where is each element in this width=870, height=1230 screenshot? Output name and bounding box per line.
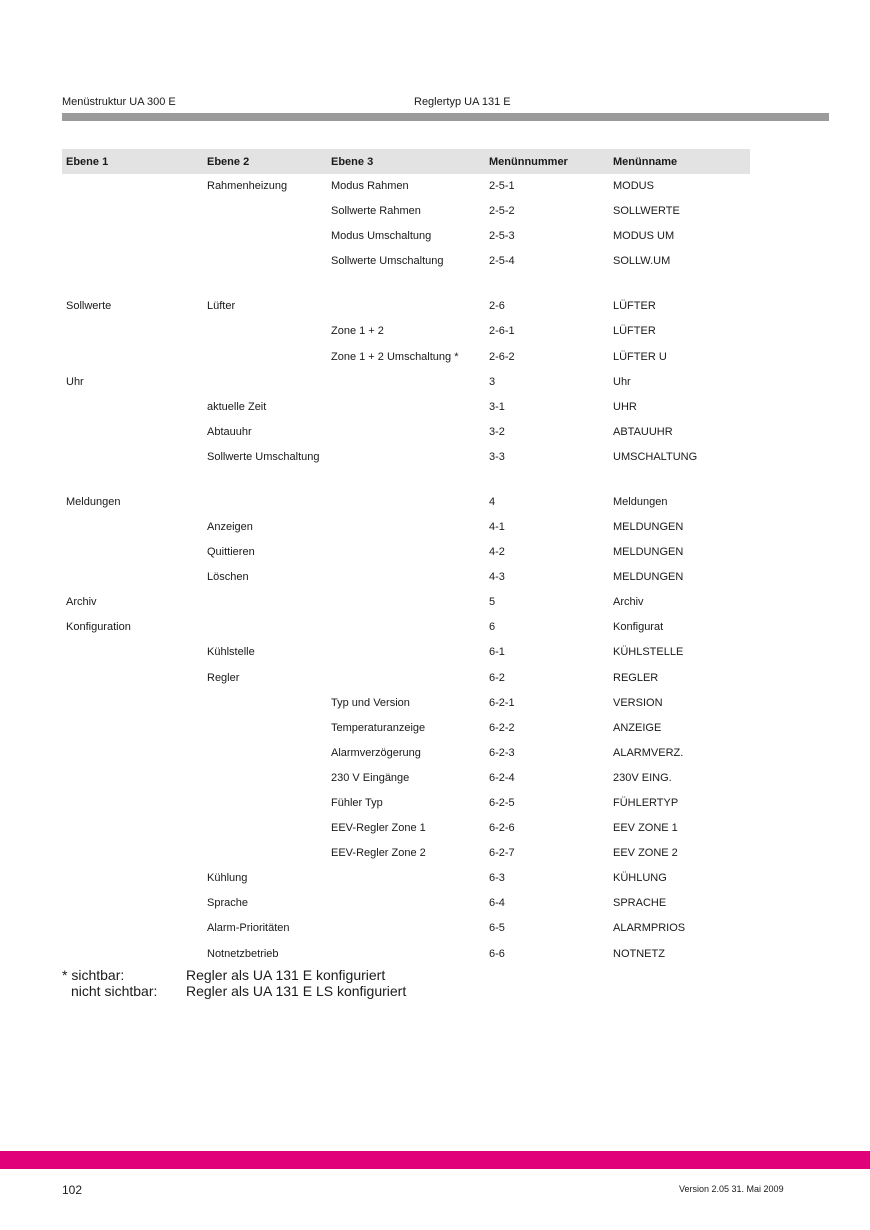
cell-menu-number: 6-2-4 xyxy=(489,771,515,784)
cell-menu-number: 4 xyxy=(489,495,496,508)
cell-menu-number: 6-2-3 xyxy=(489,746,515,759)
table-row xyxy=(62,344,750,369)
cell-menu-number: 2-6 xyxy=(489,300,505,313)
cell-menu-number: 3-2 xyxy=(489,425,505,438)
table-row xyxy=(62,249,750,294)
column-header-ebene-3: Ebene 3 xyxy=(327,149,485,174)
cell-menu-name: MELDUNGEN xyxy=(613,571,684,584)
cell-menu-number: 6-5 xyxy=(489,922,505,935)
cell-ebene-1 xyxy=(62,866,203,891)
cell-menu-name: ALARMVERZ. xyxy=(613,746,684,759)
table-row xyxy=(62,370,750,395)
cell-ebene-3: Alarmverzögerung xyxy=(331,746,421,759)
cell-menu-name: LÜFTER xyxy=(613,325,656,338)
cell-menu-name: MODUS UM xyxy=(613,230,675,243)
cell-menu-number: 5 xyxy=(489,596,496,609)
cell-ebene-2 xyxy=(203,841,327,866)
cell-menu-number: 6-2-1 xyxy=(489,696,515,709)
cell-ebene-2 xyxy=(203,615,327,640)
cell-menu-number: 2-5-1 xyxy=(489,180,515,193)
cell-ebene-3: Sollwerte Umschaltung xyxy=(331,255,444,268)
cell-ebene-1 xyxy=(62,445,203,490)
cell-menu-name: SOLLW.UM xyxy=(613,255,671,268)
cell-ebene-1 xyxy=(62,766,203,791)
cell-menu-number: 6-3 xyxy=(489,872,505,885)
cell-ebene-1: Sollwerte xyxy=(66,300,112,313)
table-row xyxy=(62,841,750,866)
cell-ebene-1: Meldungen xyxy=(66,495,121,508)
cell-ebene-3: Fühler Typ xyxy=(331,797,383,810)
cell-menu-name: NOTNETZ xyxy=(613,947,665,960)
cell-ebene-1: Uhr xyxy=(66,375,84,388)
menu-structure-table xyxy=(62,149,750,967)
cell-ebene-3: Zone 1 + 2 xyxy=(331,325,384,338)
cell-ebene-2: Rahmenheizung xyxy=(207,180,288,193)
cell-ebene-2: Kühlstelle xyxy=(207,646,255,659)
cell-ebene-1 xyxy=(62,916,203,941)
cell-ebene-3: EEV-Regler Zone 1 xyxy=(331,822,426,835)
cell-menu-name: MELDUNGEN xyxy=(613,520,684,533)
version-date: Version 2.05 31. Mai 2009 xyxy=(679,1184,784,1194)
cell-ebene-1 xyxy=(62,791,203,816)
header-rule xyxy=(62,113,829,121)
cell-ebene-2 xyxy=(203,344,327,369)
cell-ebene-3 xyxy=(327,395,485,420)
cell-menu-name: REGLER xyxy=(613,671,659,684)
cell-ebene-3 xyxy=(327,445,485,490)
column-header-ebene-1: Ebene 1 xyxy=(62,149,203,174)
cell-ebene-3 xyxy=(327,540,485,565)
table-row xyxy=(62,741,750,766)
cell-ebene-1 xyxy=(62,666,203,691)
table-row xyxy=(62,942,750,967)
table-row xyxy=(62,891,750,916)
cell-menu-name: Konfigurat xyxy=(613,621,664,634)
table-row xyxy=(62,174,750,199)
cell-ebene-1: Konfiguration xyxy=(66,621,131,634)
cell-ebene-2: Abtauuhr xyxy=(207,425,252,438)
cell-menu-name: VERSION xyxy=(613,696,663,709)
cell-ebene-2 xyxy=(203,249,327,294)
cell-ebene-3 xyxy=(327,942,485,967)
cell-menu-name: ALARMPRIOS xyxy=(613,922,686,935)
cell-ebene-1 xyxy=(62,741,203,766)
table-row xyxy=(62,816,750,841)
cell-ebene-3 xyxy=(327,420,485,445)
cell-menu-number: 3-1 xyxy=(489,400,505,413)
table-row xyxy=(62,224,750,249)
cell-menu-name: 230V EING. xyxy=(613,771,672,784)
column-header-menu-name: Menünname xyxy=(609,149,750,174)
cell-menu-name: ABTAUUHR xyxy=(613,425,673,438)
cell-ebene-1 xyxy=(62,691,203,716)
cell-menu-name: FÜHLERTYP xyxy=(613,797,679,810)
cell-ebene-1 xyxy=(62,420,203,445)
cell-menu-number: 6-6 xyxy=(489,947,505,960)
cell-ebene-2 xyxy=(203,224,327,249)
cell-ebene-3 xyxy=(327,490,485,515)
table-row xyxy=(62,565,750,590)
cell-ebene-2: Lüfter xyxy=(207,300,236,313)
table-row xyxy=(62,540,750,565)
cell-ebene-2 xyxy=(203,319,327,344)
footnote-line-visible xyxy=(62,967,406,983)
cell-ebene-1 xyxy=(62,540,203,565)
cell-ebene-2 xyxy=(203,741,327,766)
cell-ebene-3: Modus Rahmen xyxy=(331,180,409,193)
cell-ebene-2: Quittieren xyxy=(207,546,255,559)
cell-ebene-3: EEV-Regler Zone 2 xyxy=(331,847,426,860)
cell-menu-number: 4-3 xyxy=(489,571,505,584)
footnote xyxy=(62,967,406,999)
cell-menu-name: Archiv xyxy=(613,596,644,609)
cell-ebene-1: Archiv xyxy=(66,596,97,609)
page-number: 102 xyxy=(62,1183,83,1197)
table-row xyxy=(62,640,750,665)
table-row xyxy=(62,866,750,891)
cell-ebene-2 xyxy=(203,816,327,841)
cell-menu-number: 2-5-2 xyxy=(489,205,515,218)
cell-menu-number: 6-2 xyxy=(489,671,505,684)
table-row xyxy=(62,199,750,224)
cell-ebene-3: 230 V Eingänge xyxy=(331,771,410,784)
cell-menu-number: 6-4 xyxy=(489,897,505,910)
cell-menu-name: LÜFTER xyxy=(613,300,656,313)
cell-menu-name: UMSCHALTUNG xyxy=(613,450,698,463)
cell-ebene-1 xyxy=(62,891,203,916)
cell-menu-name: UHR xyxy=(613,400,637,413)
footnote-visible-label: * sichtbar: xyxy=(62,967,125,983)
table-row xyxy=(62,615,750,640)
cell-ebene-2 xyxy=(203,791,327,816)
cell-ebene-1 xyxy=(62,841,203,866)
cell-ebene-3: Typ und Version xyxy=(331,696,410,709)
cell-menu-number: 3-3 xyxy=(489,450,505,463)
cell-ebene-1 xyxy=(62,816,203,841)
cell-ebene-2: Alarm-Prioritäten xyxy=(207,922,290,935)
cell-ebene-1 xyxy=(62,319,203,344)
cell-menu-number: 2-6-2 xyxy=(489,350,515,363)
column-header-ebene-2: Ebene 2 xyxy=(203,149,327,174)
cell-menu-name: SPRACHE xyxy=(613,897,667,910)
table-row xyxy=(62,666,750,691)
cell-menu-name: Meldungen xyxy=(613,495,668,508)
cell-ebene-3 xyxy=(327,640,485,665)
table-row xyxy=(62,395,750,420)
cell-ebene-3 xyxy=(327,916,485,941)
cell-ebene-3 xyxy=(327,666,485,691)
cell-ebene-1 xyxy=(62,640,203,665)
cell-ebene-2: Notnetzbetrieb xyxy=(207,947,279,960)
table-row xyxy=(62,490,750,515)
cell-menu-name: KÜHLUNG xyxy=(613,872,667,885)
cell-ebene-1 xyxy=(62,565,203,590)
table-row xyxy=(62,716,750,741)
cell-ebene-2: Kühlung xyxy=(207,872,248,885)
cell-menu-number: 3 xyxy=(489,375,496,388)
cell-menu-name: Uhr xyxy=(613,375,631,388)
header-document-title: Menüstruktur UA 300 E xyxy=(62,96,176,108)
table-row xyxy=(62,590,750,615)
cell-ebene-3 xyxy=(327,891,485,916)
cell-ebene-2: Regler xyxy=(207,671,240,684)
cell-ebene-3 xyxy=(327,565,485,590)
cell-ebene-3 xyxy=(327,294,485,319)
table-row xyxy=(62,515,750,540)
cell-ebene-2 xyxy=(203,590,327,615)
footer-accent-bar xyxy=(0,1151,870,1169)
table-row xyxy=(62,294,750,319)
cell-ebene-1 xyxy=(62,199,203,224)
table-row xyxy=(62,766,750,791)
cell-ebene-1 xyxy=(62,174,203,199)
table-row xyxy=(62,691,750,716)
cell-menu-number: 6-2-6 xyxy=(489,822,515,835)
cell-menu-number: 2-5-3 xyxy=(489,230,515,243)
cell-ebene-1 xyxy=(62,344,203,369)
cell-menu-number: 6-2-5 xyxy=(489,797,515,810)
cell-ebene-2: Sollwerte Umschaltung xyxy=(207,450,320,463)
cell-menu-name: EEV ZONE 2 xyxy=(613,847,678,860)
footnote-hidden-text: Regler als UA 131 E LS konfiguriert xyxy=(186,983,407,999)
cell-ebene-2: aktuelle Zeit xyxy=(207,400,267,413)
cell-menu-number: 2-5-4 xyxy=(489,255,515,268)
footnote-hidden-label: nicht sichtbar: xyxy=(71,983,158,999)
cell-ebene-2: Löschen xyxy=(207,571,249,584)
cell-menu-number: 2-6-1 xyxy=(489,325,515,338)
cell-ebene-2: Anzeigen xyxy=(207,520,253,533)
cell-menu-number: 6-1 xyxy=(489,646,505,659)
cell-ebene-3: Zone 1 + 2 Umschaltung * xyxy=(331,350,459,363)
column-header-menu-number: Menünnummer xyxy=(485,149,609,174)
footnote-line-hidden xyxy=(62,983,406,999)
cell-ebene-2 xyxy=(203,766,327,791)
cell-ebene-3: Modus Umschaltung xyxy=(331,230,432,243)
table-row xyxy=(62,319,750,344)
cell-ebene-3 xyxy=(327,370,485,395)
cell-ebene-3 xyxy=(327,515,485,540)
cell-menu-number: 4-2 xyxy=(489,546,505,559)
cell-ebene-2 xyxy=(203,691,327,716)
cell-ebene-1 xyxy=(62,224,203,249)
cell-ebene-1 xyxy=(62,515,203,540)
cell-menu-number: 6 xyxy=(489,621,496,634)
cell-ebene-2 xyxy=(203,490,327,515)
cell-ebene-3: Temperaturanzeige xyxy=(331,721,426,734)
cell-ebene-3 xyxy=(327,590,485,615)
cell-menu-name: KÜHLSTELLE xyxy=(613,646,684,659)
table-body xyxy=(62,174,750,967)
cell-ebene-2 xyxy=(203,199,327,224)
cell-menu-name: LÜFTER U xyxy=(613,350,667,363)
cell-ebene-1 xyxy=(62,716,203,741)
cell-menu-name: EEV ZONE 1 xyxy=(613,822,678,835)
table-row xyxy=(62,791,750,816)
table-row xyxy=(62,916,750,941)
cell-menu-name: MODUS xyxy=(613,180,654,193)
cell-ebene-2 xyxy=(203,716,327,741)
cell-ebene-3 xyxy=(327,615,485,640)
footnote-visible-text: Regler als UA 131 E konfiguriert xyxy=(186,967,386,983)
cell-ebene-2: Sprache xyxy=(207,897,248,910)
cell-menu-name: MELDUNGEN xyxy=(613,546,684,559)
cell-menu-name: SOLLWERTE xyxy=(613,205,680,218)
cell-ebene-3: Sollwerte Rahmen xyxy=(331,205,421,218)
table-row xyxy=(62,420,750,445)
cell-menu-number: 6-2-7 xyxy=(489,847,515,860)
cell-ebene-1 xyxy=(62,249,203,294)
cell-ebene-1 xyxy=(62,942,203,967)
table-header-row xyxy=(62,149,750,174)
header-controller-type: Reglertyp UA 131 E xyxy=(414,96,511,108)
cell-ebene-1 xyxy=(62,395,203,420)
table-row xyxy=(62,445,750,490)
cell-ebene-2 xyxy=(203,370,327,395)
cell-menu-number: 4-1 xyxy=(489,520,505,533)
cell-ebene-3 xyxy=(327,866,485,891)
cell-menu-number: 6-2-2 xyxy=(489,721,515,734)
cell-menu-name: ANZEIGE xyxy=(613,721,662,734)
